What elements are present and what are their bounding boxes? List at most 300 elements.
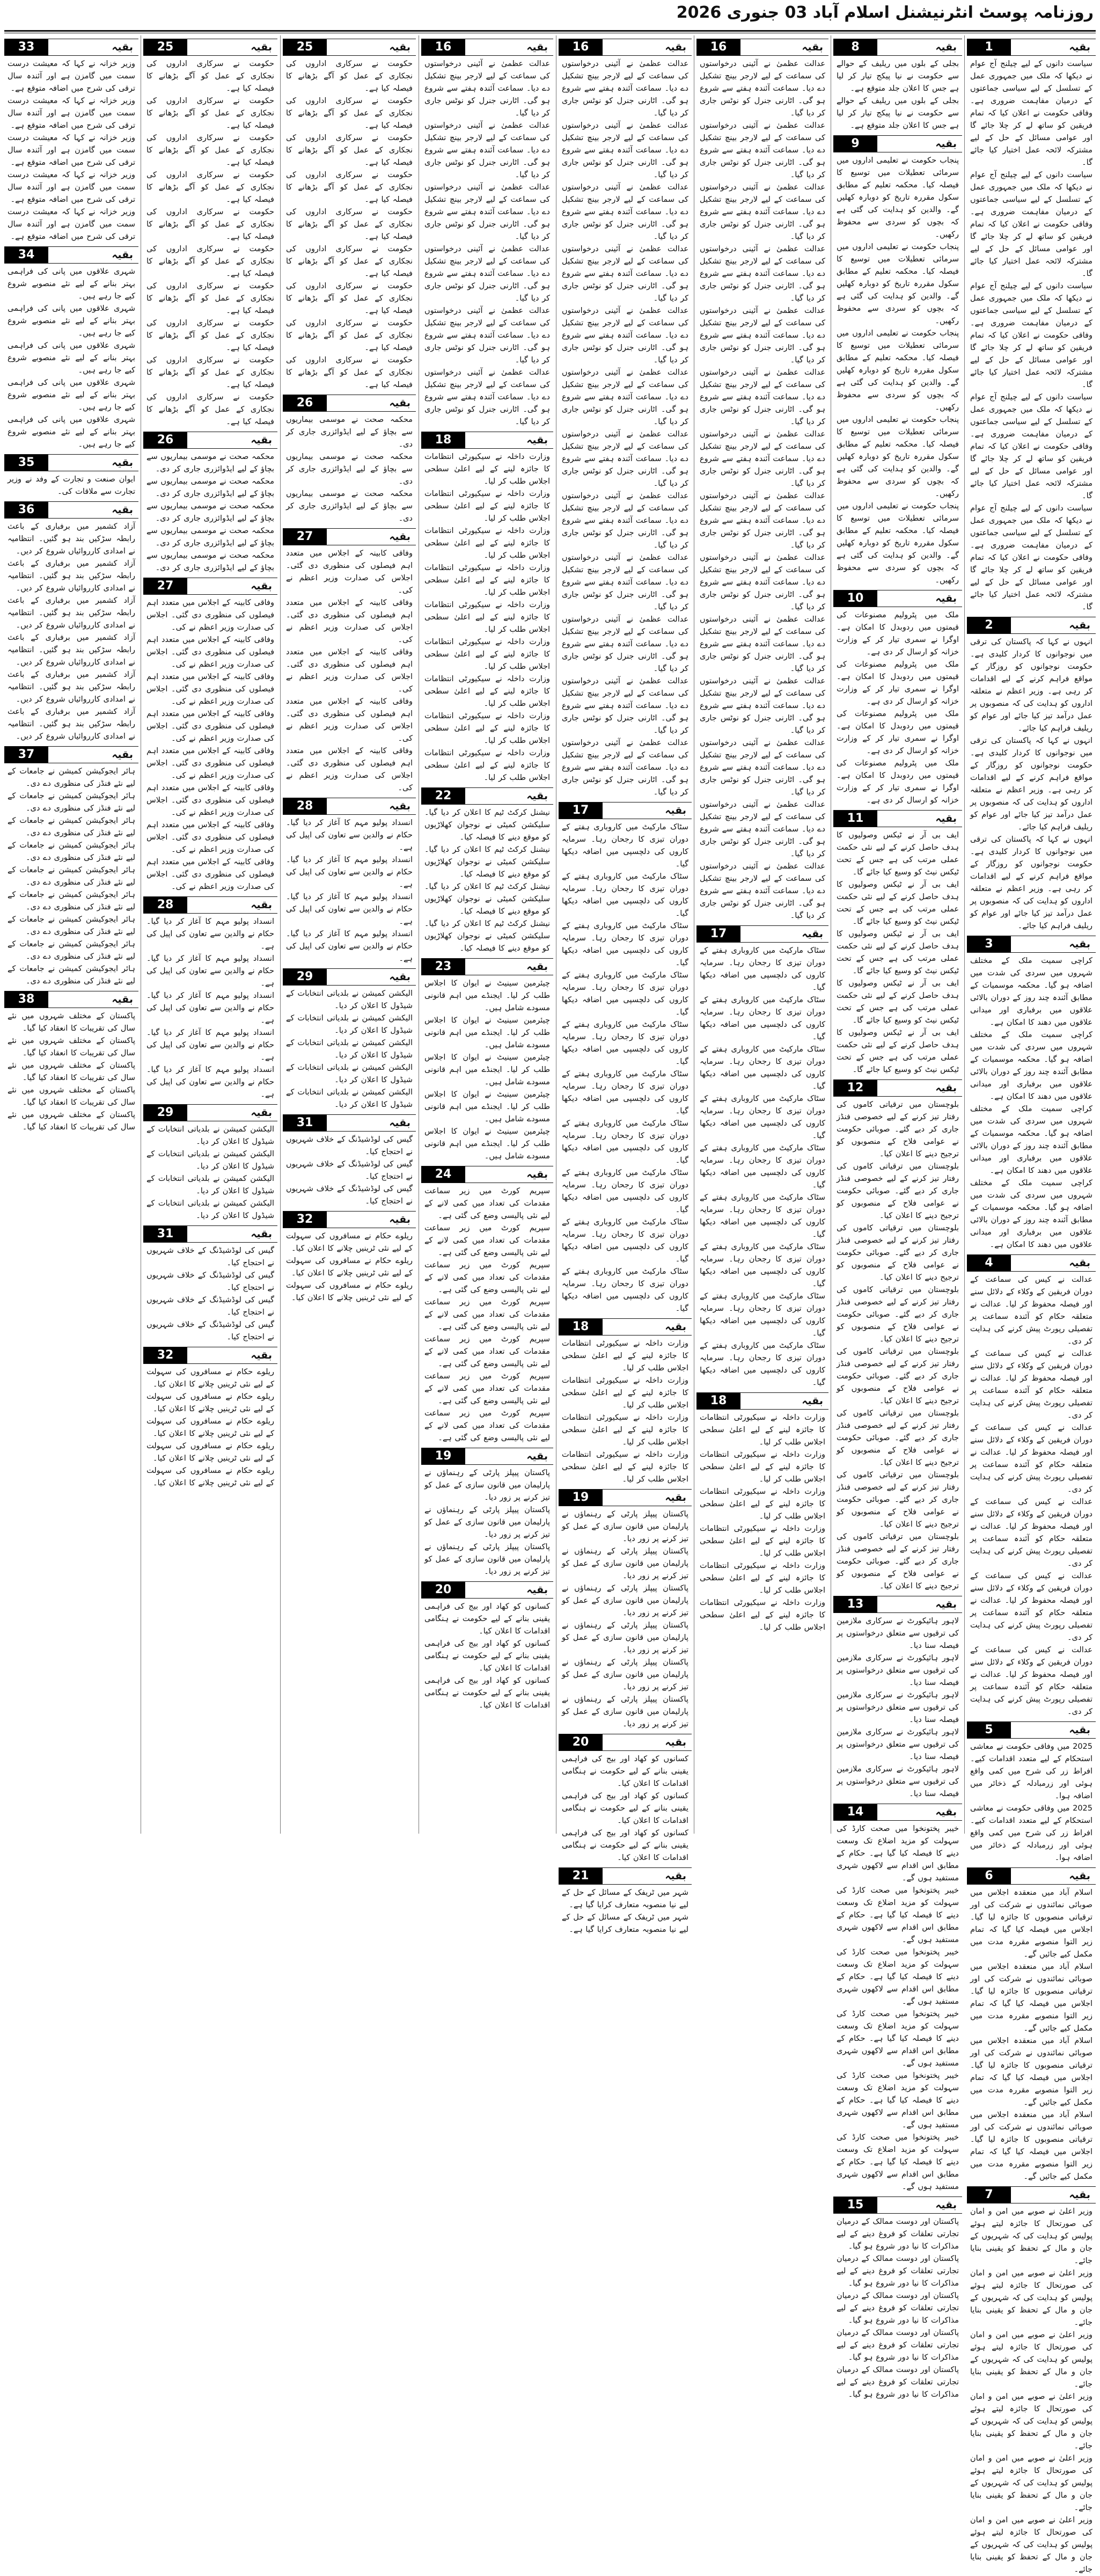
article-paragraph: آزاد کشمیر میں برفباری کے باعث رابطہ سڑکیں بند ہو گئیں۔ انتظامیہ نے امدادی کارروائیاں شروع کر دیں۔ [8,559,135,593]
article-paragraph: ریلوے حکام نے مسافروں کی سہولت کے لیے نئی ٹرینیں چلانے کا اعلان کیا۔ [146,1442,274,1463]
article-paragraph: اسلام آباد میں منعقدہ اجلاس میں صوبائی نمائندوں نے شرکت کی اور ترقیاتی منصوبوں کا جائزہ لیا گیا۔ اجلاس میں فیصلہ کیا گیا کہ تمام زیر التوا منصوبے مقررہ مدت میں مکمل کیے جائیں گے۔ [970,1888,1092,1959]
column-3 [696,35,828,1834]
article-paragraph: عدالت نے کیس کی سماعت کے دوران فریقین کے وکلاء کے دلائل سنے اور فیصلہ محفوظ کر لیا۔ عدالت نے متعلقہ حکام کو آئندہ سماعت پر تفصیلی رپورٹ پیش کرنے کی ہدایت کر دی۔ [970,1275,1092,1346]
article-paragraph: حکومت نے سرکاری اداروں کی نجکاری کے عمل کو آگے بڑھانے کا فیصلہ کیا ہے۔ [146,97,274,130]
article-paragraph: سپریم کورٹ میں زیر سماعت مقدمات کی تعداد میں کمی لانے کے لیے نئی پالیسی وضع کی گئی ہے۔ [424,1261,550,1294]
article-paragraph: شہری علاقوں میں پانی کی فراہمی بہتر بنانے کے لیے نئے منصوبے شروع کیے جا رہے ہیں۔ [8,267,135,301]
article-paragraph: وزارت داخلہ نے سیکیورٹی انتظامات کا جائزہ لینے کے لیے اعلیٰ سطحی اجلاس طلب کر لیا۔ [424,638,550,671]
section-header [143,578,277,595]
article-paragraph: وزارت داخلہ نے سیکیورٹی انتظامات کا جائزہ لینے کے لیے اعلیٰ سطحی اجلاس طلب کر لیا۔ [700,1487,825,1521]
article-paragraph: سٹاک مارکیٹ میں کاروباری ہفتے کے دوران تیزی کا رجحان رہا۔ سرمایہ کاروں کی دلچسپی میں اضافہ دیکھا گیا۔ [562,1218,688,1264]
article-paragraph: کسانوں کو کھاد اور بیج کی فراہمی یقینی بنانے کے لیے حکومت نے ہنگامی اقدامات کا اعلان کیا۔ [562,1755,688,1788]
article-paragraph: عدالت عظمیٰ نے آئینی درخواستوں کی سماعت کے لیے لارجر بینچ تشکیل دے دیا۔ سماعت آئندہ ہفتے سے شروع ہو گی۔ اٹارنی جنرل کو نوٹس جاری کر دیا گیا۔ [700,739,825,797]
section-number: 26 [143,432,187,448]
article-paragraph: بلوچستان میں ترقیاتی کاموں کی رفتار تیز کرنے کے لیے خصوصی فنڈز جاری کر دیے گئے۔ صوبائی حکومت نے عوامی فلاح کے منصوبوں کو ترجیح دینے کا اعلان کیا۔ [837,1347,959,1405]
article-paragraph: سٹاک مارکیٹ میں کاروباری ہفتے کے دوران تیزی کا رجحان رہا۔ سرمایہ کاروں کی دلچسپی میں اضافہ دیکھا گیا۔ [562,1020,688,1066]
article-paragraph: محکمہ صحت نے موسمی بیماریوں سے بچاؤ کے لیے ایڈوائزری جاری کر دی۔ [146,551,274,572]
article-paragraph: پنجاب حکومت نے تعلیمی اداروں میں سرمائی تعطیلات میں توسیع کا فیصلہ کیا۔ محکمہ تعلیم کے مطابق سکول مقررہ تاریخ کو دوبارہ کھلیں گے۔ والدین کو ہدایت کی گئی ہے کہ بچوں کو سردی سے محفوظ رکھیں۔ [837,502,959,585]
section-number: 1 [967,39,1011,55]
article-paragraph: سیاست دانوں کے لیے چیلنج آج عوام نے دیکھا کہ ملک میں جمہوری عمل کے تسلسل کے لیے سیاسی جماعتوں کے درمیان مفاہمت ضروری ہے۔ وفاقی حکومت نے اعلان کیا کہ تمام فریقین کو ساتھ لے کر چلا جائے گا اور عوامی مسائل کے حل کے لیے مشترکہ لائحہ عمل اختیار کیا جائے گا۔ [970,171,1092,278]
section-number: 14 [833,1804,877,1820]
article-paragraph: وزارت داخلہ نے سیکیورٹی انتظامات کا جائزہ لینے کے لیے اعلیٰ سطحی اجلاس طلب کر لیا۔ [424,490,550,523]
article-paragraph: ریلوے حکام نے مسافروں کی سہولت کے لیے نئی ٹرینیں چلانے کا اعلان کیا۔ [286,1257,413,1278]
section-number: 32 [283,1212,327,1228]
section-label: بقیہ [112,749,133,761]
section-header [833,590,962,607]
article-paragraph: ریلوے حکام نے مسافروں کی سہولت کے لیے نئی ٹرینیں چلانے کا اعلان کیا۔ [146,1392,274,1413]
article-paragraph: عدالت عظمیٰ نے آئینی درخواستوں کی سماعت کے لیے لارجر بینچ تشکیل دے دیا۔ سماعت آئندہ ہفتے سے شروع ہو گی۔ اٹارنی جنرل کو نوٹس جاری کر دیا گیا۔ [700,183,825,241]
article-paragraph: پاکستان اور دوست ممالک کے درمیان تجارتی تعلقات کو فروغ دینے کے لیے مذاکرات کا نیا دور شروع ہو گیا۔ [837,2329,959,2362]
section-number: 18 [421,432,465,448]
section-header [559,1734,692,1751]
article-paragraph: وزیر خزانہ نے کہا کہ معیشت درست سمت میں گامزن ہے اور آئندہ سال ترقی کی شرح میں اضافہ متوقع ہے۔ [8,171,135,204]
article-paragraph: حکومت نے سرکاری اداروں کی نجکاری کے عمل کو آگے بڑھانے کا فیصلہ کیا ہے۔ [146,319,274,352]
article-paragraph: لاہور ہائیکورٹ نے سرکاری ملازمین کی ترقیوں سے متعلق درخواستوں پر فیصلہ سنا دیا۔ [837,1765,959,1798]
article-paragraph: آزاد کشمیر میں برفباری کے باعث رابطہ سڑکیں بند ہو گئیں۔ انتظامیہ نے امدادی کارروائیاں شروع کر دیں۔ [8,596,135,630]
section-label: بقیہ [526,1584,548,1596]
article-paragraph: سٹاک مارکیٹ میں کاروباری ہفتے کے دوران تیزی کا رجحان رہا۔ سرمایہ کاروں کی دلچسپی میں اضافہ دیکھا گیا۔ [562,823,688,869]
article-paragraph: سٹاک مارکیٹ میں کاروباری ہفتے کے دوران تیزی کا رجحان رہا۔ سرمایہ کاروں کی دلچسپی میں اضافہ دیکھا گیا۔ [700,946,825,992]
section-label: بقیہ [935,813,957,824]
section-label: بقیہ [389,1214,410,1225]
section-header [967,1254,1096,1272]
section-number: 29 [143,1105,187,1121]
article-paragraph: شہری علاقوں میں پانی کی فراہمی بہتر بنانے کے لیے نئے منصوبے شروع کیے جا رہے ہیں۔ [8,341,135,375]
article-paragraph: وزارت داخلہ نے سیکیورٹی انتظامات کا جائزہ لینے کے لیے اعلیٰ سطحی اجلاس طلب کر لیا۔ [562,1376,688,1410]
article-paragraph: وفاقی کابینہ کے اجلاس میں متعدد اہم فیصلوں کی منظوری دی گئی۔ اجلاس کی صدارت وزیر اعظم نے کی۔ [286,697,413,743]
article-paragraph: حکومت نے سرکاری اداروں کی نجکاری کے عمل کو آگے بڑھانے کا فیصلہ کیا ہے۔ [286,171,413,204]
article-paragraph: عدالت عظمیٰ نے آئینی درخواستوں کی سماعت کے لیے لارجر بینچ تشکیل دے دیا۔ سماعت آئندہ ہفتے سے شروع ہو گی۔ اٹارنی جنرل کو نوٹس جاری کر دیا گیا۔ [424,245,550,303]
section-label: بقیہ [251,1349,272,1361]
section-number: 10 [833,590,877,607]
article-paragraph: انسداد پولیو مہم کا آغاز کر دیا گیا۔ حکام نے والدین سے تعاون کی اپیل کی ہے۔ [146,1066,274,1099]
article-paragraph: لاہور ہائیکورٹ نے سرکاری ملازمین کی ترقیوں سے متعلق درخواستوں پر فیصلہ سنا دیا۔ [837,1617,959,1650]
article-paragraph: عدالت عظمیٰ نے آئینی درخواستوں کی سماعت کے لیے لارجر بینچ تشکیل دے دیا۔ سماعت آئندہ ہفتے سے شروع ہو گی۔ اٹارنی جنرل کو نوٹس جاری کر دیا گیا۔ [700,307,825,364]
article-paragraph: ایوان صنعت و تجارت کے وفد نے وزیر تجارت سے ملاقات کی۔ [8,475,135,496]
article-paragraph: عدالت عظمیٰ نے آئینی درخواستوں کی سماعت کے لیے لارجر بینچ تشکیل دے دیا۔ سماعت آئندہ ہفتے سے شروع ہو گی۔ اٹارنی جنرل کو نوٹس جاری کر دیا گیا۔ [424,183,550,241]
section-number: 34 [4,247,48,263]
article-paragraph: عدالت نے کیس کی سماعت کے دوران فریقین کے وکلاء کے دلائل سنے اور فیصلہ محفوظ کر لیا۔ عدالت نے متعلقہ حکام کو آئندہ سماعت پر تفصیلی رپورٹ پیش کرنے کی ہدایت کر دی۔ [970,1646,1092,1716]
article-paragraph: پاکستان اور دوست ممالک کے درمیان تجارتی تعلقات کو فروغ دینے کے لیے مذاکرات کا نیا دور شروع ہو گیا۔ [837,2366,959,2399]
article-paragraph: ریلوے حکام نے مسافروں کی سہولت کے لیے نئی ٹرینیں چلانے کا اعلان کیا۔ [286,1232,413,1253]
article-paragraph: سٹاک مارکیٹ میں کاروباری ہفتے کے دوران تیزی کا رجحان رہا۔ سرمایہ کاروں کی دلچسپی میں اضافہ دیکھا گیا۔ [700,1292,825,1338]
section-number: 29 [283,969,327,985]
article-paragraph: وفاقی کابینہ کے اجلاس میں متعدد اہم فیصلوں کی منظوری دی گئی۔ اجلاس کی صدارت وزیر اعظم نے کی۔ [146,710,274,743]
article-paragraph: ہائر ایجوکیشن کمیشن نے جامعات کے لیے نئے فنڈز کی منظوری دے دی۔ [8,866,135,887]
article-paragraph: شہر میں ٹریفک کے مسائل کے حل کے لیے نیا منصوبہ متعارف کرایا گیا ہے۔ [562,1888,688,1909]
article-paragraph: ملک میں پٹرولیم مصنوعات کی قیمتوں میں ردوبدل کا امکان ہے۔ اوگرا نے سمری تیار کر کے وزارت خزانہ کو ارسال کر دی ہے۔ [837,759,959,805]
article-paragraph: بلوچستان میں ترقیاتی کاموں کی رفتار تیز کرنے کے لیے خصوصی فنڈز جاری کر دیے گئے۔ صوبائی حکومت نے عوامی فلاح کے منصوبوں کو ترجیح دینے کا اعلان کیا۔ [837,1533,959,1590]
article-paragraph: الیکشن کمیشن نے بلدیاتی انتخابات کے شیڈول کا اعلان کر دیا۔ [146,1199,274,1220]
section-header [421,787,553,805]
article-paragraph: وزارت داخلہ نے سیکیورٹی انتظامات کا جائزہ لینے کے لیے اعلیٰ سطحی اجلاس طلب کر لیا۔ [424,675,550,708]
article-paragraph: وفاقی کابینہ کے اجلاس میں متعدد اہم فیصلوں کی منظوری دی گئی۔ اجلاس کی صدارت وزیر اعظم نے کی۔ [286,747,413,792]
article-paragraph: حکومت نے سرکاری اداروں کی نجکاری کے عمل کو آگے بڑھانے کا فیصلہ کیا ہے۔ [286,60,413,93]
section-header [283,1211,416,1228]
section-label: بقیہ [112,457,133,469]
article-paragraph: وزیر خزانہ نے کہا کہ معیشت درست سمت میں گامزن ہے اور آئندہ سال ترقی کی شرح میں اضافہ متوقع ہے۔ [8,134,135,167]
column-divider [280,35,281,1834]
article-paragraph: الیکشن کمیشن نے بلدیاتی انتخابات کے شیڈول کا اعلان کر دیا۔ [286,1014,413,1035]
article-paragraph: انہوں نے کہا کہ پاکستان کی ترقی میں نوجوانوں کا کردار کلیدی ہے۔ حکومت نوجوانوں کو روزگار کے مواقع فراہم کرنے کے لیے اقدامات کر رہی ہے۔ وزیر اعظم نے متعلقہ اداروں کو ہدایت کی کہ منصوبوں پر عمل درآمد تیز کیا جائے اور عوام کو ریلیف فراہم کیا جائے۔ [970,638,1092,733]
section-label: بقیہ [251,434,272,446]
column-2 [833,35,962,2399]
section-header [421,432,553,449]
article-paragraph: سٹاک مارکیٹ میں کاروباری ہفتے کے دوران تیزی کا رجحان رہا۔ سرمایہ کاروں کی دلچسپی میں اضافہ دیکھا گیا۔ [562,971,688,1017]
section-header [967,39,1096,56]
article-paragraph: پاکستان کے مختلف شہروں میں نئے سال کی تقریبات کا انعقاد کیا گیا۔ [8,1111,135,1132]
article-paragraph: گیس کی لوڈشیڈنگ کے خلاف شہریوں نے احتجاج کیا۔ [146,1246,274,1267]
article-paragraph: خیبر پختونخوا میں صحت کارڈ کی سہولت کو مزید اضلاع تک وسعت دینے کا فیصلہ کیا گیا ہے۔ حکام کے مطابق اس اقدام سے لاکھوں شہری مستفید ہوں گے۔ [837,1886,959,1944]
article-paragraph: گیس کی لوڈشیڈنگ کے خلاف شہریوں نے احتجاج کیا۔ [146,1271,274,1292]
article-paragraph: عدالت عظمیٰ نے آئینی درخواستوں کی سماعت کے لیے لارجر بینچ تشکیل دے دیا۔ سماعت آئندہ ہفتے سے شروع ہو گی۔ اٹارنی جنرل کو نوٹس جاری کر دیا گیا۔ [562,430,688,488]
section-header [696,39,828,56]
article-paragraph: عدالت عظمیٰ نے آئینی درخواستوں کی سماعت کے لیے لارجر بینچ تشکیل دے دیا۔ سماعت آئندہ ہفتے سے شروع ہو گی۔ اٹارنی جنرل کو نوٹس جاری کر دیا گیا۔ [700,862,825,920]
section-number: 3 [967,936,1011,952]
section-number: 19 [559,1490,603,1506]
section-number: 28 [143,897,187,913]
section-label: بقیہ [1069,2189,1090,2201]
section-number: 20 [559,1734,603,1750]
article-paragraph: ہائر ایجوکیشن کمیشن نے جامعات کے لیے نئے فنڈز کی منظوری دے دی۔ [8,767,135,788]
column-7 [143,35,277,1834]
section-label: بقیہ [1069,1257,1090,1269]
section-header [559,1489,692,1506]
section-label: بقیہ [935,138,957,150]
article-paragraph: وزیر خزانہ نے کہا کہ معیشت درست سمت میں گامزن ہے اور آئندہ سال ترقی کی شرح میں اضافہ متوقع ہے۔ [8,60,135,93]
article-paragraph: عدالت عظمیٰ نے آئینی درخواستوں کی سماعت کے لیے لارجر بینچ تشکیل دے دیا۔ سماعت آئندہ ہفتے سے شروع ہو گی۔ اٹارنی جنرل کو نوٹس جاری کر دیا گیا۔ [562,677,688,735]
article-paragraph: محکمہ صحت نے موسمی بیماریوں سے بچاؤ کے لیے ایڈوائزری جاری کر دی۔ [286,490,413,523]
section-label: بقیہ [665,805,686,816]
column-5 [421,35,553,1834]
article-paragraph: حکومت نے سرکاری اداروں کی نجکاری کے عمل کو آگے بڑھانے کا فیصلہ کیا ہے۔ [286,245,413,278]
section-header [967,2186,1096,2203]
article-paragraph: چیئرمین سینیٹ نے ایوان کا اجلاس طلب کر لیا۔ ایجنڈے میں اہم قانونی مسودے شامل ہیں۔ [424,1090,550,1123]
article-paragraph: اسلام آباد میں منعقدہ اجلاس میں صوبائی نمائندوں نے شرکت کی اور ترقیاتی منصوبوں کا جائزہ لیا گیا۔ اجلاس میں فیصلہ کیا گیا کہ تمام زیر التوا منصوبے مقررہ مدت میں مکمل کیے جائیں گے۔ [970,2111,1092,2181]
section-number: 23 [421,959,465,975]
article-paragraph: وزیر اعلیٰ نے صوبے میں امن و امان کی صورتحال کا جائزہ لیتے ہوئے پولیس کو ہدایت کی کہ شہریوں کے جان و مال کے تحفظ کو یقینی بنایا جائے۔ [970,2269,1092,2327]
article-paragraph: گیس کی لوڈشیڈنگ کے خلاف شہریوں نے احتجاج کیا۔ [146,1296,274,1317]
section-header [421,1166,553,1183]
section-label: بقیہ [389,971,410,983]
section-header [283,528,416,545]
article-paragraph: محکمہ صحت نے موسمی بیماریوں سے بچاؤ کے لیے ایڈوائزری جاری کر دی۔ [286,415,413,449]
article-paragraph: سٹاک مارکیٹ میں کاروباری ہفتے کے دوران تیزی کا رجحان رہا۔ سرمایہ کاروں کی دلچسپی میں اضافہ دیکھا گیا۔ [562,1169,688,1214]
article-paragraph: ہائر ایجوکیشن کمیشن نے جامعات کے لیے نئے فنڈز کی منظوری دے دی۔ [8,940,135,961]
section-number: 16 [421,39,465,55]
section-number: 6 [967,1868,1011,1884]
article-paragraph: عدالت عظمیٰ نے آئینی درخواستوں کی سماعت کے لیے لارجر بینچ تشکیل دے دیا۔ سماعت آئندہ ہفتے سے شروع ہو گی۔ اٹارنی جنرل کو نوٹس جاری کر دیا گیا۔ [562,183,688,241]
section-label: بقیہ [665,1736,686,1748]
article-paragraph: پنجاب حکومت نے تعلیمی اداروں میں سرمائی تعطیلات میں توسیع کا فیصلہ کیا۔ محکمہ تعلیم کے مطابق سکول مقررہ تاریخ کو دوبارہ کھلیں گے۔ والدین کو ہدایت کی گئی ہے کہ بچوں کو سردی سے محفوظ رکھیں۔ [837,156,959,239]
article-paragraph: عدالت عظمیٰ نے آئینی درخواستوں کی سماعت کے لیے لارجر بینچ تشکیل دے دیا۔ سماعت آئندہ ہفتے سے شروع ہو گی۔ اٹارنی جنرل کو نوٹس جاری کر دیا گیا۔ [424,368,550,426]
article-paragraph: وزارت داخلہ نے سیکیورٹی انتظامات کا جائزہ لینے کے لیے اعلیٰ سطحی اجلاس طلب کر لیا۔ [700,1599,825,1632]
masthead-rule [4,30,1096,32]
article-paragraph: ہائر ایجوکیشن کمیشن نے جامعات کے لیے نئے فنڈز کی منظوری دے دی۔ [8,915,135,936]
article-paragraph: ایف بی آر نے ٹیکس وصولیوں کا ہدف حاصل کرنے کے لیے نئی حکمت عملی مرتب کی ہے جس کے تحت ٹیکس نیٹ کو وسیع کیا جائے گا۔ [837,880,959,926]
article-paragraph: سپریم کورٹ میں زیر سماعت مقدمات کی تعداد میں کمی لانے کے لیے نئی پالیسی وضع کی گئی ہے۔ [424,1298,550,1331]
section-number: 11 [833,811,877,827]
section-header [143,1347,277,1364]
article-paragraph: محکمہ صحت نے موسمی بیماریوں سے بچاؤ کے لیے ایڈوائزری جاری کر دی۔ [146,477,274,498]
section-label: بقیہ [935,2199,957,2211]
section-number: 7 [967,2187,1011,2203]
section-number: 20 [421,1582,465,1598]
column-1 [967,35,1096,2574]
section-header [283,395,416,412]
article-paragraph: ایف بی آر نے ٹیکس وصولیوں کا ہدف حاصل کرنے کے لیے نئی حکمت عملی مرتب کی ہے جس کے تحت ٹیکس نیٹ کو وسیع کیا جائے گا۔ [837,1028,959,1074]
section-number: 38 [4,991,48,1008]
article-paragraph: وزارت داخلہ نے سیکیورٹی انتظامات کا جائزہ لینے کے لیے اعلیٰ سطحی اجلاس طلب کر لیا۔ [562,1450,688,1484]
article-paragraph: گیس کی لوڈشیڈنگ کے خلاف شہریوں نے احتجاج کیا۔ [286,1185,413,1206]
section-header [559,1867,692,1885]
article-paragraph: حکومت نے سرکاری اداروں کی نجکاری کے عمل کو آگے بڑھانے کا فیصلہ کیا ہے۔ [286,319,413,352]
article-paragraph: عدالت عظمیٰ نے آئینی درخواستوں کی سماعت کے لیے لارجر بینچ تشکیل دے دیا۔ سماعت آئندہ ہفتے سے شروع ہو گی۔ اٹارنی جنرل کو نوٹس جاری کر دیا گیا۔ [562,492,688,550]
article-paragraph: بجلی کے بلوں میں ریلیف کے حوالے سے حکومت نے نیا پیکج تیار کر لیا ہے جس کا اعلان جلد متوقع ہے۔ [837,60,959,93]
section-number: 8 [833,39,877,55]
article-paragraph: عدالت عظمیٰ نے آئینی درخواستوں کی سماعت کے لیے لارجر بینچ تشکیل دے دیا۔ سماعت آئندہ ہفتے سے شروع ہو گی۔ اٹارنی جنرل کو نوٹس جاری کر دیا گیا۔ [562,245,688,303]
article-paragraph: خیبر پختونخوا میں صحت کارڈ کی سہولت کو مزید اضلاع تک وسعت دینے کا فیصلہ کیا گیا ہے۔ حکام کے مطابق اس اقدام سے لاکھوں شہری مستفید ہوں گے۔ [837,2133,959,2191]
article-paragraph: عدالت عظمیٰ نے آئینی درخواستوں کی سماعت کے لیے لارجر بینچ تشکیل دے دیا۔ سماعت آئندہ ہفتے سے شروع ہو گی۔ اٹارنی جنرل کو نوٹس جاری کر دیا گیا۔ [424,307,550,364]
section-header [4,246,138,264]
article-paragraph: انسداد پولیو مہم کا آغاز کر دیا گیا۔ حکام نے والدین سے تعاون کی اپیل کی ہے۔ [146,1028,274,1062]
article-paragraph: وزیر اعلیٰ نے صوبے میں امن و امان کی صورتحال کا جائزہ لیتے ہوئے پولیس کو ہدایت کی کہ شہریوں کے جان و مال کے تحفظ کو یقینی بنایا جائے۔ [970,2331,1092,2389]
article-paragraph: ایف بی آر نے ٹیکس وصولیوں کا ہدف حاصل کرنے کے لیے نئی حکمت عملی مرتب کی ہے جس کے تحت ٹیکس نیٹ کو وسیع کیا جائے گا۔ [837,831,959,877]
article-paragraph: وزارت داخلہ نے سیکیورٹی انتظامات کا جائزہ لینے کے لیے اعلیٰ سطحی اجلاس طلب کر لیا۔ [424,527,550,560]
article-paragraph: عدالت عظمیٰ نے آئینی درخواستوں کی سماعت کے لیے لارجر بینچ تشکیل دے دیا۔ سماعت آئندہ ہفتے سے شروع ہو گی۔ اٹارنی جنرل کو نوٹس جاری کر دیا گیا۔ [424,60,550,118]
section-number: 9 [833,136,877,152]
article-paragraph: حکومت نے سرکاری اداروں کی نجکاری کے عمل کو آگے بڑھانے کا فیصلہ کیا ہے۔ [146,134,274,167]
article-paragraph: الیکشن کمیشن نے بلدیاتی انتخابات کے شیڈول کا اعلان کر دیا۔ [286,1063,413,1084]
article-paragraph: پاکستان پیپلز پارٹی کے رہنماؤں نے پارلیمان میں قانون سازی کے عمل کو تیز کرنے پر زور دیا۔ [562,1547,688,1580]
section-header [833,810,962,827]
article-paragraph: آزاد کشمیر میں برفباری کے باعث رابطہ سڑکیں بند ہو گئیں۔ انتظامیہ نے امدادی کارروائیاں شروع کر دیں۔ [8,707,135,741]
article-paragraph: پاکستان اور دوست ممالک کے درمیان تجارتی تعلقات کو فروغ دینے کے لیے مذاکرات کا نیا دور شروع ہو گیا۔ [837,2292,959,2325]
section-header [143,1225,277,1243]
article-paragraph: حکومت نے سرکاری اداروں کی نجکاری کے عمل کو آگے بڑھانے کا فیصلہ کیا ہے۔ [146,282,274,315]
section-label: بقیہ [665,1870,686,1882]
article-paragraph: نیشنل کرکٹ ٹیم کا اعلان کر دیا گیا۔ سلیکشن کمیٹی نے نوجوان کھلاڑیوں کو موقع دینے کا فیصلہ کیا۔ [424,808,550,842]
masthead-title: روزنامہ پوسٹ انٹرنیشنل اسلام آباد 03 جنوری 2026 [676,3,1094,22]
article-paragraph: لاہور ہائیکورٹ نے سرکاری ملازمین کی ترقیوں سے متعلق درخواستوں پر فیصلہ سنا دیا۔ [837,1728,959,1761]
article-paragraph: وزیر خزانہ نے کہا کہ معیشت درست سمت میں گامزن ہے اور آئندہ سال ترقی کی شرح میں اضافہ متوقع ہے۔ [8,97,135,130]
article-paragraph: سیاست دانوں کے لیے چیلنج آج عوام نے دیکھا کہ ملک میں جمہوری عمل کے تسلسل کے لیے سیاسی جماعتوں کے درمیان مفاہمت ضروری ہے۔ وفاقی حکومت نے اعلان کیا کہ تمام فریقین کو ساتھ لے کر چلا جائے گا اور عوامی مسائل کے حل کے لیے مشترکہ لائحہ عمل اختیار کیا جائے گا۔ [970,60,1092,167]
article-paragraph: پاکستان پیپلز پارٹی کے رہنماؤں نے پارلیمان میں قانون سازی کے عمل کو تیز کرنے پر زور دیا۔ [424,1506,550,1539]
article-paragraph: ہائر ایجوکیشن کمیشن نے جامعات کے لیے نئے فنڈز کی منظوری دے دی۔ [8,816,135,837]
masthead [0,0,1100,38]
section-header [833,135,962,152]
article-paragraph: ہائر ایجوکیشن کمیشن نے جامعات کے لیے نئے فنڈز کی منظوری دے دی۔ [8,891,135,911]
section-number: 17 [559,802,603,819]
section-header [421,1448,553,1465]
article-paragraph: الیکشن کمیشن نے بلدیاتی انتخابات کے شیڈول کا اعلان کر دیا۔ [146,1174,274,1195]
article-paragraph: کسانوں کو کھاد اور بیج کی فراہمی یقینی بنانے کے لیے حکومت نے ہنگامی اقدامات کا اعلان کیا۔ [424,1639,550,1673]
article-paragraph: بلوچستان میں ترقیاتی کاموں کی رفتار تیز کرنے کے لیے خصوصی فنڈز جاری کر دیے گئے۔ صوبائی حکومت نے عوامی فلاح کے منصوبوں کو ترجیح دینے کا اعلان کیا۔ [837,1100,959,1158]
article-paragraph: پنجاب حکومت نے تعلیمی اداروں میں سرمائی تعطیلات میں توسیع کا فیصلہ کیا۔ محکمہ تعلیم کے مطابق سکول مقررہ تاریخ کو دوبارہ کھلیں گے۔ والدین کو ہدایت کی گئی ہے کہ بچوں کو سردی سے محفوظ رکھیں۔ [837,243,959,325]
article-paragraph: کسانوں کو کھاد اور بیج کی فراہمی یقینی بنانے کے لیے حکومت نے ہنگامی اقدامات کا اعلان کیا۔ [562,1829,688,1862]
article-paragraph: ریلوے حکام نے مسافروں کی سہولت کے لیے نئی ٹرینیں چلانے کا اعلان کیا۔ [146,1417,274,1438]
article-paragraph: سٹاک مارکیٹ میں کاروباری ہفتے کے دوران تیزی کا رجحان رہا۔ سرمایہ کاروں کی دلچسپی میں اضافہ دیکھا گیا۔ [562,1119,688,1165]
article-paragraph: وزیر اعلیٰ نے صوبے میں امن و امان کی صورتحال کا جائزہ لیتے ہوئے پولیس کو ہدایت کی کہ شہریوں کے جان و مال کے تحفظ کو یقینی بنایا جائے۔ [970,2207,1092,2265]
section-header [4,746,138,763]
article-paragraph: سٹاک مارکیٹ میں کاروباری ہفتے کے دوران تیزی کا رجحان رہا۔ سرمایہ کاروں کی دلچسپی میں اضافہ دیکھا گیا۔ [700,1045,825,1091]
article-paragraph: ہائر ایجوکیشن کمیشن نے جامعات کے لیے نئے فنڈز کی منظوری دے دی۔ [8,792,135,813]
article-paragraph: وفاقی کابینہ کے اجلاس میں متعدد اہم فیصلوں کی منظوری دی گئی۔ اجلاس کی صدارت وزیر اعظم نے کی۔ [146,784,274,817]
article-paragraph: عدالت عظمیٰ نے آئینی درخواستوں کی سماعت کے لیے لارجر بینچ تشکیل دے دیا۔ سماعت آئندہ ہفتے سے شروع ہو گی۔ اٹارنی جنرل کو نوٹس جاری کر دیا گیا۔ [700,553,825,611]
article-paragraph: نیشنل کرکٹ ٹیم کا اعلان کر دیا گیا۔ سلیکشن کمیٹی نے نوجوان کھلاڑیوں کو موقع دینے کا فیصلہ کیا۔ [424,882,550,916]
section-header [283,968,416,986]
article-paragraph: وزارت داخلہ نے سیکیورٹی انتظامات کا جائزہ لینے کے لیے اعلیٰ سطحی اجلاس طلب کر لیا۔ [562,1339,688,1373]
article-paragraph: الیکشن کمیشن نے بلدیاتی انتخابات کے شیڈول کا اعلان کر دیا۔ [286,1039,413,1060]
article-paragraph: کسانوں کو کھاد اور بیج کی فراہمی یقینی بنانے کے لیے حکومت نے ہنگامی اقدامات کا اعلان کیا۔ [562,1792,688,1825]
article-paragraph: چیئرمین سینیٹ نے ایوان کا اجلاس طلب کر لیا۔ ایجنڈے میں اہم قانونی مسودے شامل ہیں۔ [424,1127,550,1161]
article-paragraph: سیاست دانوں کے لیے چیلنج آج عوام نے دیکھا کہ ملک میں جمہوری عمل کے تسلسل کے لیے سیاسی جماعتوں کے درمیان مفاہمت ضروری ہے۔ وفاقی حکومت نے اعلان کیا کہ تمام فریقین کو ساتھ لے کر چلا جائے گا اور عوامی مسائل کے حل کے لیے مشترکہ لائحہ عمل اختیار کیا جائے گا۔ [970,282,1092,389]
article-paragraph: وزارت داخلہ نے سیکیورٹی انتظامات کا جائزہ لینے کے لیے اعلیٰ سطحی اجلاس طلب کر لیا۔ [424,712,550,745]
article-paragraph: چیئرمین سینیٹ نے ایوان کا اجلاس طلب کر لیا۔ ایجنڈے میں اہم قانونی مسودے شامل ہیں۔ [424,1016,550,1049]
section-number: 21 [559,1868,603,1884]
section-label: بقیہ [1069,41,1090,53]
article-paragraph: کراچی سمیت ملک کے مختلف شہروں میں سردی کی شدت میں اضافہ ہو گیا۔ محکمہ موسمیات کے مطابق آئندہ چند روز کے دوران بالائی علاقوں میں برفباری اور میدانی علاقوں میں دھند کا امکان ہے۔ [970,1105,1092,1175]
article-paragraph: پاکستان پیپلز پارٹی کے رہنماؤں نے پارلیمان میں قانون سازی کے عمل کو تیز کرنے پر زور دیا۔ [562,1584,688,1617]
article-paragraph: سپریم کورٹ میں زیر سماعت مقدمات کی تعداد میں کمی لانے کے لیے نئی پالیسی وضع کی گئی ہے۔ [424,1224,550,1257]
section-number: 31 [143,1226,187,1242]
article-paragraph: محکمہ صحت نے موسمی بیماریوں سے بچاؤ کے لیے ایڈوائزری جاری کر دی۔ [146,502,274,523]
article-paragraph: محکمہ صحت نے موسمی بیماریوں سے بچاؤ کے لیے ایڈوائزری جاری کر دی۔ [286,453,413,486]
section-label: بقیہ [1069,1724,1090,1736]
section-header [967,617,1096,634]
article-paragraph: 2025 میں وفاقی حکومت نے معاشی استحکام کے لیے متعدد اقدامات کیے۔ افراط زر کی شرح میں کمی واقع ہوئی اور زرمبادلہ کے ذخائر میں اضافہ ہوا۔ [970,1742,1092,1800]
article-paragraph: کراچی سمیت ملک کے مختلف شہروں میں سردی کی شدت میں اضافہ ہو گیا۔ محکمہ موسمیات کے مطابق آئندہ چند روز کے دوران بالائی علاقوں میں برفباری اور میدانی علاقوں میں دھند کا امکان ہے۔ [970,957,1092,1027]
article-paragraph: عدالت عظمیٰ نے آئینی درخواستوں کی سماعت کے لیے لارجر بینچ تشکیل دے دیا۔ سماعت آئندہ ہفتے سے شروع ہو گی۔ اٹارنی جنرل کو نوٹس جاری کر دیا گیا۔ [700,368,825,426]
article-paragraph: بلوچستان میں ترقیاتی کاموں کی رفتار تیز کرنے کے لیے خصوصی فنڈز جاری کر دیے گئے۔ صوبائی حکومت نے عوامی فلاح کے منصوبوں کو ترجیح دینے کا اعلان کیا۔ [837,1409,959,1467]
article-paragraph: حکومت نے سرکاری اداروں کی نجکاری کے عمل کو آگے بڑھانے کا فیصلہ کیا ہے۔ [146,208,274,241]
article-paragraph: سٹاک مارکیٹ میں کاروباری ہفتے کے دوران تیزی کا رجحان رہا۔ سرمایہ کاروں کی دلچسپی میں اضافہ دیکھا گیا۔ [700,1341,825,1387]
section-number: 22 [421,788,465,804]
article-paragraph: عدالت عظمیٰ نے آئینی درخواستوں کی سماعت کے لیے لارجر بینچ تشکیل دے دیا۔ سماعت آئندہ ہفتے سے شروع ہو گی۔ اٹارنی جنرل کو نوٹس جاری کر دیا گیا۔ [700,492,825,550]
section-label: بقیہ [251,1107,272,1119]
section-label: بقیہ [1069,1870,1090,1882]
article-paragraph: عدالت نے کیس کی سماعت کے دوران فریقین کے وکلاء کے دلائل سنے اور فیصلہ محفوظ کر لیا۔ عدالت نے متعلقہ حکام کو آئندہ سماعت پر تفصیلی رپورٹ پیش کرنے کی ہدایت کر دی۔ [970,1349,1092,1420]
section-header [559,1318,692,1336]
article-paragraph: اسلام آباد میں منعقدہ اجلاس میں صوبائی نمائندوں نے شرکت کی اور ترقیاتی منصوبوں کا جائزہ لیا گیا۔ اجلاس میں فیصلہ کیا گیا کہ تمام زیر التوا منصوبے مقررہ مدت میں مکمل کیے جائیں گے۔ [970,2037,1092,2107]
section-header [833,39,962,56]
article-paragraph: پاکستان پیپلز پارٹی کے رہنماؤں نے پارلیمان میں قانون سازی کے عمل کو تیز کرنے پر زور دیا۔ [424,1469,550,1502]
section-header [696,925,828,943]
article-paragraph: عدالت نے کیس کی سماعت کے دوران فریقین کے وکلاء کے دلائل سنے اور فیصلہ محفوظ کر لیا۔ عدالت نے متعلقہ حکام کو آئندہ سماعت پر تفصیلی رپورٹ پیش کرنے کی ہدایت کر دی۔ [970,1498,1092,1568]
column-6 [283,35,416,1834]
article-paragraph: پاکستان کے مختلف شہروں میں نئے سال کی تقریبات کا انعقاد کیا گیا۔ [8,1061,135,1082]
section-label: بقیہ [526,790,548,802]
article-paragraph: سٹاک مارکیٹ میں کاروباری ہفتے کے دوران تیزی کا رجحان رہا۔ سرمایہ کاروں کی دلچسپی میں اضافہ دیکھا گیا۔ [562,872,688,918]
article-paragraph: نیشنل کرکٹ ٹیم کا اعلان کر دیا گیا۔ سلیکشن کمیٹی نے نوجوان کھلاڑیوں کو موقع دینے کا فیصلہ کیا۔ [424,920,550,953]
article-paragraph: ہائر ایجوکیشن کمیشن نے جامعات کے لیے نئے فنڈز کی منظوری دے دی۔ [8,841,135,862]
section-header [421,1581,553,1599]
article-paragraph: چیئرمین سینیٹ نے ایوان کا اجلاس طلب کر لیا۔ ایجنڈے میں اہم قانونی مسودے شامل ہیں۔ [424,1053,550,1086]
article-paragraph: سپریم کورٹ میں زیر سماعت مقدمات کی تعداد میں کمی لانے کے لیے نئی پالیسی وضع کی گئی ہے۔ [424,1372,550,1405]
article-paragraph: عدالت عظمیٰ نے آئینی درخواستوں کی سماعت کے لیے لارجر بینچ تشکیل دے دیا۔ سماعت آئندہ ہفتے سے شروع ہو گی۔ اٹارنی جنرل کو نوٹس جاری کر دیا گیا۔ [562,615,688,673]
article-paragraph: اسلام آباد میں منعقدہ اجلاس میں صوبائی نمائندوں نے شرکت کی اور ترقیاتی منصوبوں کا جائزہ لیا گیا۔ اجلاس میں فیصلہ کیا گیا کہ تمام زیر التوا منصوبے مقررہ مدت میں مکمل کیے جائیں گے۔ [970,1962,1092,2033]
article-paragraph: وزارت داخلہ نے سیکیورٹی انتظامات کا جائزہ لینے کے لیے اعلیٰ سطحی اجلاس طلب کر لیا۔ [700,1561,825,1595]
section-label: بقیہ [251,580,272,592]
article-paragraph: وفاقی کابینہ کے اجلاس میں متعدد اہم فیصلوں کی منظوری دی گئی۔ اجلاس کی صدارت وزیر اعظم نے کی۔ [146,599,274,632]
section-header [559,802,692,819]
section-number: 4 [967,1255,1011,1271]
section-number: 25 [143,39,187,55]
article-paragraph: پاکستان پیپلز پارٹی کے رہنماؤں نے پارلیمان میں قانون سازی کے عمل کو تیز کرنے پر زور دیا۔ [424,1543,550,1576]
article-paragraph: نیشنل کرکٹ ٹیم کا اعلان کر دیا گیا۔ سلیکشن کمیٹی نے نوجوان کھلاڑیوں کو موقع دینے کا فیصلہ کیا۔ [424,845,550,879]
article-paragraph: بلوچستان میں ترقیاتی کاموں کی رفتار تیز کرنے کے لیے خصوصی فنڈز جاری کر دیے گئے۔ صوبائی حکومت نے عوامی فلاح کے منصوبوں کو ترجیح دینے کا اعلان کیا۔ [837,1471,959,1529]
article-paragraph: پاکستان پیپلز پارٹی کے رہنماؤں نے پارلیمان میں قانون سازی کے عمل کو تیز کرنے پر زور دیا۔ [562,1658,688,1691]
article-paragraph: عدالت نے کیس کی سماعت کے دوران فریقین کے وکلاء کے دلائل سنے اور فیصلہ محفوظ کر لیا۔ عدالت نے متعلقہ حکام کو آئندہ سماعت پر تفصیلی رپورٹ پیش کرنے کی ہدایت کر دی۔ [970,1424,1092,1494]
section-header [833,1596,962,1613]
section-number: 33 [4,39,48,55]
article-paragraph: بلوچستان میں ترقیاتی کاموں کی رفتار تیز کرنے کے لیے خصوصی فنڈز جاری کر دیے گئے۔ صوبائی حکومت نے عوامی فلاح کے منصوبوں کو ترجیح دینے کا اعلان کیا۔ [837,1224,959,1282]
article-paragraph: وفاقی کابینہ کے اجلاس میں متعدد اہم فیصلوں کی منظوری دی گئی۔ اجلاس کی صدارت وزیر اعظم نے کی۔ [146,673,274,706]
article-paragraph: عدالت عظمیٰ نے آئینی درخواستوں کی سماعت کے لیے لارجر بینچ تشکیل دے دیا۔ سماعت آئندہ ہفتے سے شروع ہو گی۔ اٹارنی جنرل کو نوٹس جاری کر دیا گیا۔ [700,615,825,673]
section-label: بقیہ [526,1450,548,1462]
article-paragraph: کسانوں کو کھاد اور بیج کی فراہمی یقینی بنانے کے لیے حکومت نے ہنگامی اقدامات کا اعلان کیا۔ [424,1602,550,1636]
section-number: 13 [833,1596,877,1612]
section-number: 16 [559,39,603,55]
section-label: بقیہ [802,928,823,940]
section-number: 18 [559,1319,603,1335]
section-number: 18 [696,1393,740,1409]
section-label: بقیہ [1069,938,1090,950]
article-paragraph: محکمہ صحت نے موسمی بیماریوں سے بچاؤ کے لیے ایڈوائزری جاری کر دی۔ [146,527,274,548]
column-8 [4,35,138,1834]
article-paragraph: پاکستان کے مختلف شہروں میں نئے سال کی تقریبات کا انعقاد کیا گیا۔ [8,1012,135,1033]
section-label: بقیہ [935,41,957,53]
section-label: بقیہ [251,41,272,53]
article-paragraph: حکومت نے سرکاری اداروں کی نجکاری کے عمل کو آگے بڑھانے کا فیصلہ کیا ہے۔ [146,245,274,278]
section-header [421,958,553,975]
article-paragraph: عدالت نے کیس کی سماعت کے دوران فریقین کے وکلاء کے دلائل سنے اور فیصلہ محفوظ کر لیا۔ عدالت نے متعلقہ حکام کو آئندہ سماعت پر تفصیلی رپورٹ پیش کرنے کی ہدایت کر دی۔ [970,1572,1092,1642]
section-number: 26 [283,395,327,411]
article-paragraph: انہوں نے کہا کہ پاکستان کی ترقی میں نوجوانوں کا کردار کلیدی ہے۔ حکومت نوجوانوں کو روزگار کے مواقع فراہم کرنے کے لیے اقدامات کر رہی ہے۔ وزیر اعظم نے متعلقہ اداروں کو ہدایت کی کہ منصوبوں پر عمل درآمد تیز کیا جائے اور عوام کو ریلیف فراہم کیا جائے۔ [970,736,1092,831]
section-header [833,1804,962,1821]
article-paragraph: بجلی کے بلوں میں ریلیف کے حوالے سے حکومت نے نیا پیکج تیار کر لیا ہے جس کا اعلان جلد متوقع ہے۔ [837,97,959,130]
article-paragraph: حکومت نے سرکاری اداروں کی نجکاری کے عمل کو آگے بڑھانے کا فیصلہ کیا ہے۔ [286,134,413,167]
section-label: بقیہ [802,41,823,53]
article-paragraph: حکومت نے سرکاری اداروں کی نجکاری کے عمل کو آگے بڑھانے کا فیصلہ کیا ہے۔ [146,171,274,204]
article-paragraph: الیکشن کمیشن نے بلدیاتی انتخابات کے شیڈول کا اعلان کر دیا۔ [146,1125,274,1146]
article-paragraph: حکومت نے سرکاری اداروں کی نجکاری کے عمل کو آگے بڑھانے کا فیصلہ کیا ہے۔ [146,393,274,426]
article-paragraph: خیبر پختونخوا میں صحت کارڈ کی سہولت کو مزید اضلاع تک وسعت دینے کا فیصلہ کیا گیا ہے۔ حکام کے مطابق اس اقدام سے لاکھوں شہری مستفید ہوں گے۔ [837,1948,959,2006]
article-paragraph: وزارت داخلہ نے سیکیورٹی انتظامات کا جائزہ لینے کے لیے اعلیٰ سطحی اجلاس طلب کر لیا۔ [424,453,550,486]
article-paragraph: انسداد پولیو مہم کا آغاز کر دیا گیا۔ حکام نے والدین سے تعاون کی اپیل کی ہے۔ [286,893,413,926]
section-number: 27 [283,529,327,545]
article-paragraph: عدالت عظمیٰ نے آئینی درخواستوں کی سماعت کے لیے لارجر بینچ تشکیل دے دیا۔ سماعت آئندہ ہفتے سے شروع ہو گی۔ اٹارنی جنرل کو نوٹس جاری کر دیا گیا۔ [562,60,688,118]
section-label: بقیہ [389,41,410,53]
article-paragraph: ریلوے حکام نے مسافروں کی سہولت کے لیے نئی ٹرینیں چلانے کا اعلان کیا۔ [146,1466,274,1487]
section-header [4,39,138,56]
article-paragraph: وزارت داخلہ نے سیکیورٹی انتظامات کا جائزہ لینے کے لیے اعلیٰ سطحی اجلاس طلب کر لیا۔ [700,1413,825,1447]
section-header [696,1392,828,1410]
article-paragraph: وزارت داخلہ نے سیکیورٹی انتظامات کا جائزہ لینے کے لیے اعلیٰ سطحی اجلاس طلب کر لیا۔ [424,749,550,782]
article-paragraph: وفاقی کابینہ کے اجلاس میں متعدد اہم فیصلوں کی منظوری دی گئی۔ اجلاس کی صدارت وزیر اعظم نے کی۔ [146,821,274,854]
article-paragraph: حکومت نے سرکاری اداروں کی نجکاری کے عمل کو آگے بڑھانے کا فیصلہ کیا ہے۔ [286,208,413,241]
article-paragraph: انہوں نے کہا کہ پاکستان کی ترقی میں نوجوانوں کا کردار کلیدی ہے۔ حکومت نوجوانوں کو روزگار کے مواقع فراہم کرنے کے لیے اقدامات کر رہی ہے۔ وزیر اعظم نے متعلقہ اداروں کو ہدایت کی کہ منصوبوں پر عمل درآمد تیز کیا جائے اور عوام کو ریلیف فراہم کیا جائے۔ [970,835,1092,930]
article-paragraph: انسداد پولیو مہم کا آغاز کر دیا گیا۔ حکام نے والدین سے تعاون کی اپیل کی ہے۔ [286,856,413,889]
section-label: بقیہ [112,249,133,261]
article-paragraph: عدالت عظمیٰ نے آئینی درخواستوں کی سماعت کے لیے لارجر بینچ تشکیل دے دیا۔ سماعت آئندہ ہفتے سے شروع ہو گی۔ اٹارنی جنرل کو نوٹس جاری کر دیا گیا۔ [700,245,825,303]
article-paragraph: عدالت عظمیٰ نے آئینی درخواستوں کی سماعت کے لیے لارجر بینچ تشکیل دے دیا۔ سماعت آئندہ ہفتے سے شروع ہو گی۔ اٹارنی جنرل کو نوٹس جاری کر دیا گیا۔ [424,121,550,179]
section-label: بقیہ [935,1806,957,1818]
section-label: بقیہ [526,961,548,973]
article-paragraph: پاکستان پیپلز پارٹی کے رہنماؤں نے پارلیمان میں قانون سازی کے عمل کو تیز کرنے پر زور دیا۔ [562,1510,688,1543]
section-number: 27 [143,578,187,594]
article-paragraph: انسداد پولیو مہم کا آغاز کر دیا گیا۔ حکام نے والدین سے تعاون کی اپیل کی ہے۔ [286,819,413,852]
